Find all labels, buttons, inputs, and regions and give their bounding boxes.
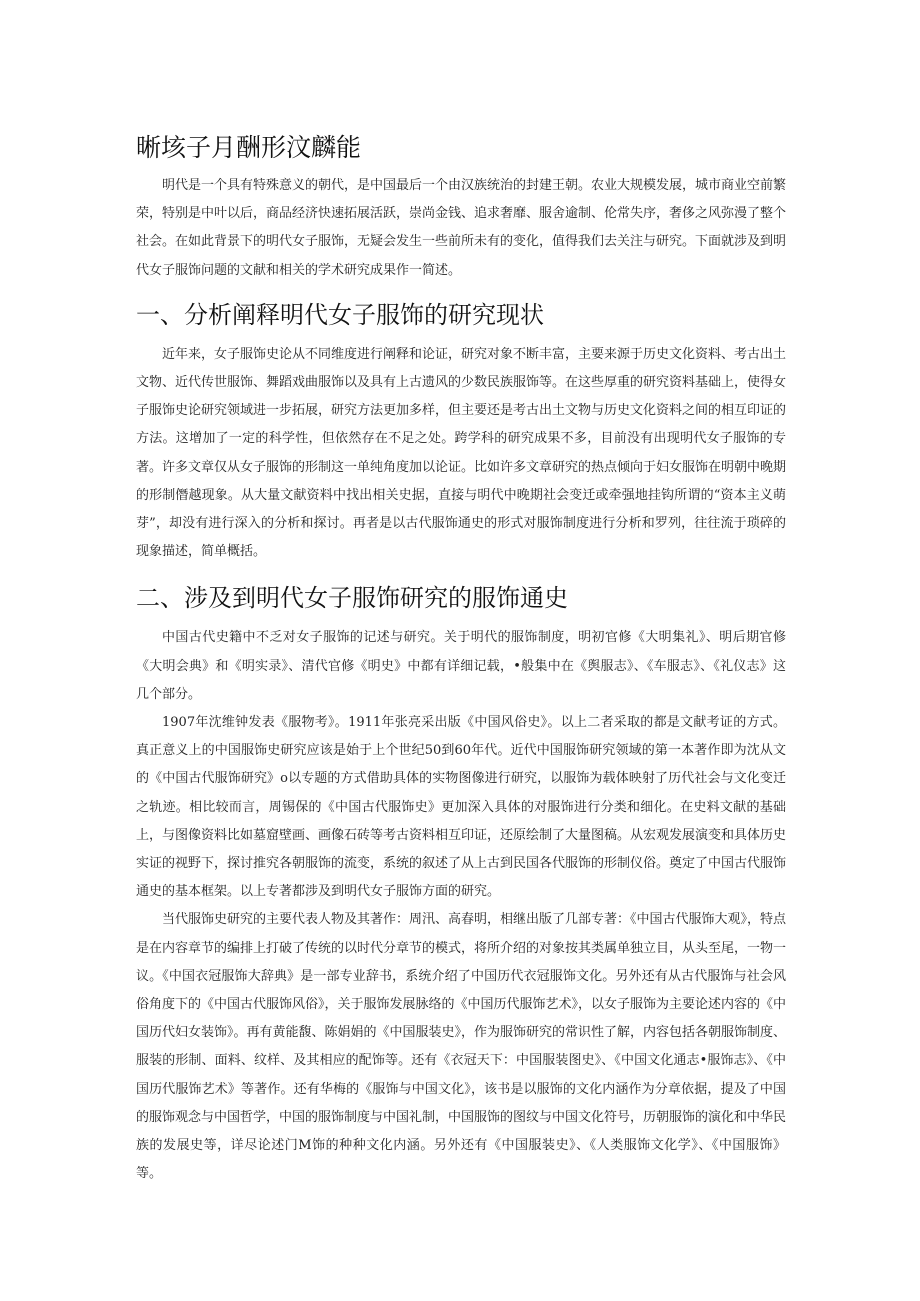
section-2-paragraph-3: 当代服饰史研究的主要代表人物及其著作：周汛、高春明，相继出版了几部专著：《中国古代服饰大观》，特点是在内容章节的编排上打破了传统的以时代分章节的模式，将所介绍的对象按其类属单独立目，从头至尾，一物一议。《中国衣冠服饰大辞典》是一部专业辞书，系统介绍了中国历代衣冠服饰文化。另外还有从古代服饰与社会风俗角度下的《中国古代服饰风俗》，关于服饰发展脉络的《中国历代服饰艺术》，以女子服饰为主要论述内容的《中国历代妇女装饰》。再有黄能馥、陈娟娟的《中国服装史》，作为服饰研究的常识性了解，内容包括各朝服饰制度、服装的形制、面料、纹样、及其相应的配饰等。还有《衣冠天下：中国服装图史》、《中国文化通志•服饰志》、《中国历代服饰艺术》等著作。还有华梅的《服饰与中国文化》，该书是以服饰的文化内涵作为分章依据，提及了中国的服饰观念与中国哲学，中国的服饰制度与中国礼制，中国服饰的图纹与中国文化符号，历朝服饰的演化和中华民族的发展史等，详尽论述门M饰的种种文化内涵。另外还有《中国服装史》、《人类服饰文化学》、《中国服饰》等。 — [136, 912, 787, 1182]
section-2-heading: 二、涉及到明代女子服饰研究的服饰通史 — [136, 584, 568, 613]
section-1-heading: 一、分析阐释明代女子服饰的研究现状 — [136, 300, 544, 329]
section-2-paragraph-2: 1907年沈维钟发表《服物考》。1911年张亮采出版《中国风俗史》。以上二者采取的都是文献考证的方式。真正意义上的中国服饰史研究应该是始于上个世纪50到60年代。近代中国服饰研究领域的第一本著作即为沈从文的《中国古代服饰研究》o以专题的方式借助具体的实物图像进行研究，以服饰为载体映射了历代社会与文化变迁之轨迹。相比较而言，周锡保的《中国古代服饰史》更加深入具体的对服饰进行分类和细化。在史料文献的基础上，与图像资料比如墓窟壁画、画像石砖等考古资料相互印证，还原绘制了大量图稿。从宏观发展演变和具体历史实证的视野下，探讨推究各朝服饰的流变，系统的叙述了从上古到民国各代服饰的形制仪俗。奠定了中国古代服饰通史的基本框架。以上专著都涉及到明代女子服饰方面的研究。 — [136, 715, 787, 900]
section-1-paragraph: 近年来，女子服饰史论从不同维度进行阐释和论证，研究对象不断丰富，主要来源于历史文化资料、考古出土文物、近代传世服饰、舞蹈戏曲服饰以及具有上古遗风的少数民族服饰等。在这些厚重的研究资料基础上，使得女子服饰史论研究领域进一步拓展，研究方法更加多样，但主要还是考古出土文物与历史文化资料之间的相互印证的方法。这增加了一定的科学性，但依然存在不足之处。跨学科的研究成果不多，目前没有出现明代女子服饰的专著。许多文章仅从女子服饰的形制这一单纯角度加以论证。比如许多文章研究的热点倾向于妇女服饰在明朝中晚期的形制僭越现象。从大量文献资料中找出相关史据，直接与明代中晚期社会变迁或牵强地挂钩所谓的“资本主义萌芽”，却没有进行深入的分析和探讨。再者是以古代服饰通史的形式对服饰制度进行分析和罗列，往往流于琐碎的现象描述，简单概括。 — [136, 346, 787, 560]
section-2-paragraph-1: 中国古代史籍中不乏对女子服饰的记述与研究。关于明代的服饰制度，明初官修《大明集礼》、明后期官修《大明会典》和《明实录》、清代官修《明史》中都有详细记载，•般集中在《舆服志》、《车服志》、《礼仪志》这几个部分。 — [136, 630, 786, 702]
intro-paragraph: 明代是一个具有特殊意义的朝代，是中国最后一个由汉族统治的封建王朝。农业大规模发展，城市商业空前繁荣，特别是中叶以后，商品经济快速拓展活跃，崇尚金钱、追求奢靡、服舍逾制、伦常失序，奢侈之风弥漫了整个社会。在如此背景下的明代女子服饰，无疑会发生一些前所未有的变化，值得我们去关注与研究。下面就涉及到明代女子服饰问题的文献和相关的学术研究成果作一简述。 — [136, 178, 787, 278]
document-title: 晰垓子月酬形汶麟能 — [136, 133, 362, 162]
document-page — [136, 128, 786, 1189]
